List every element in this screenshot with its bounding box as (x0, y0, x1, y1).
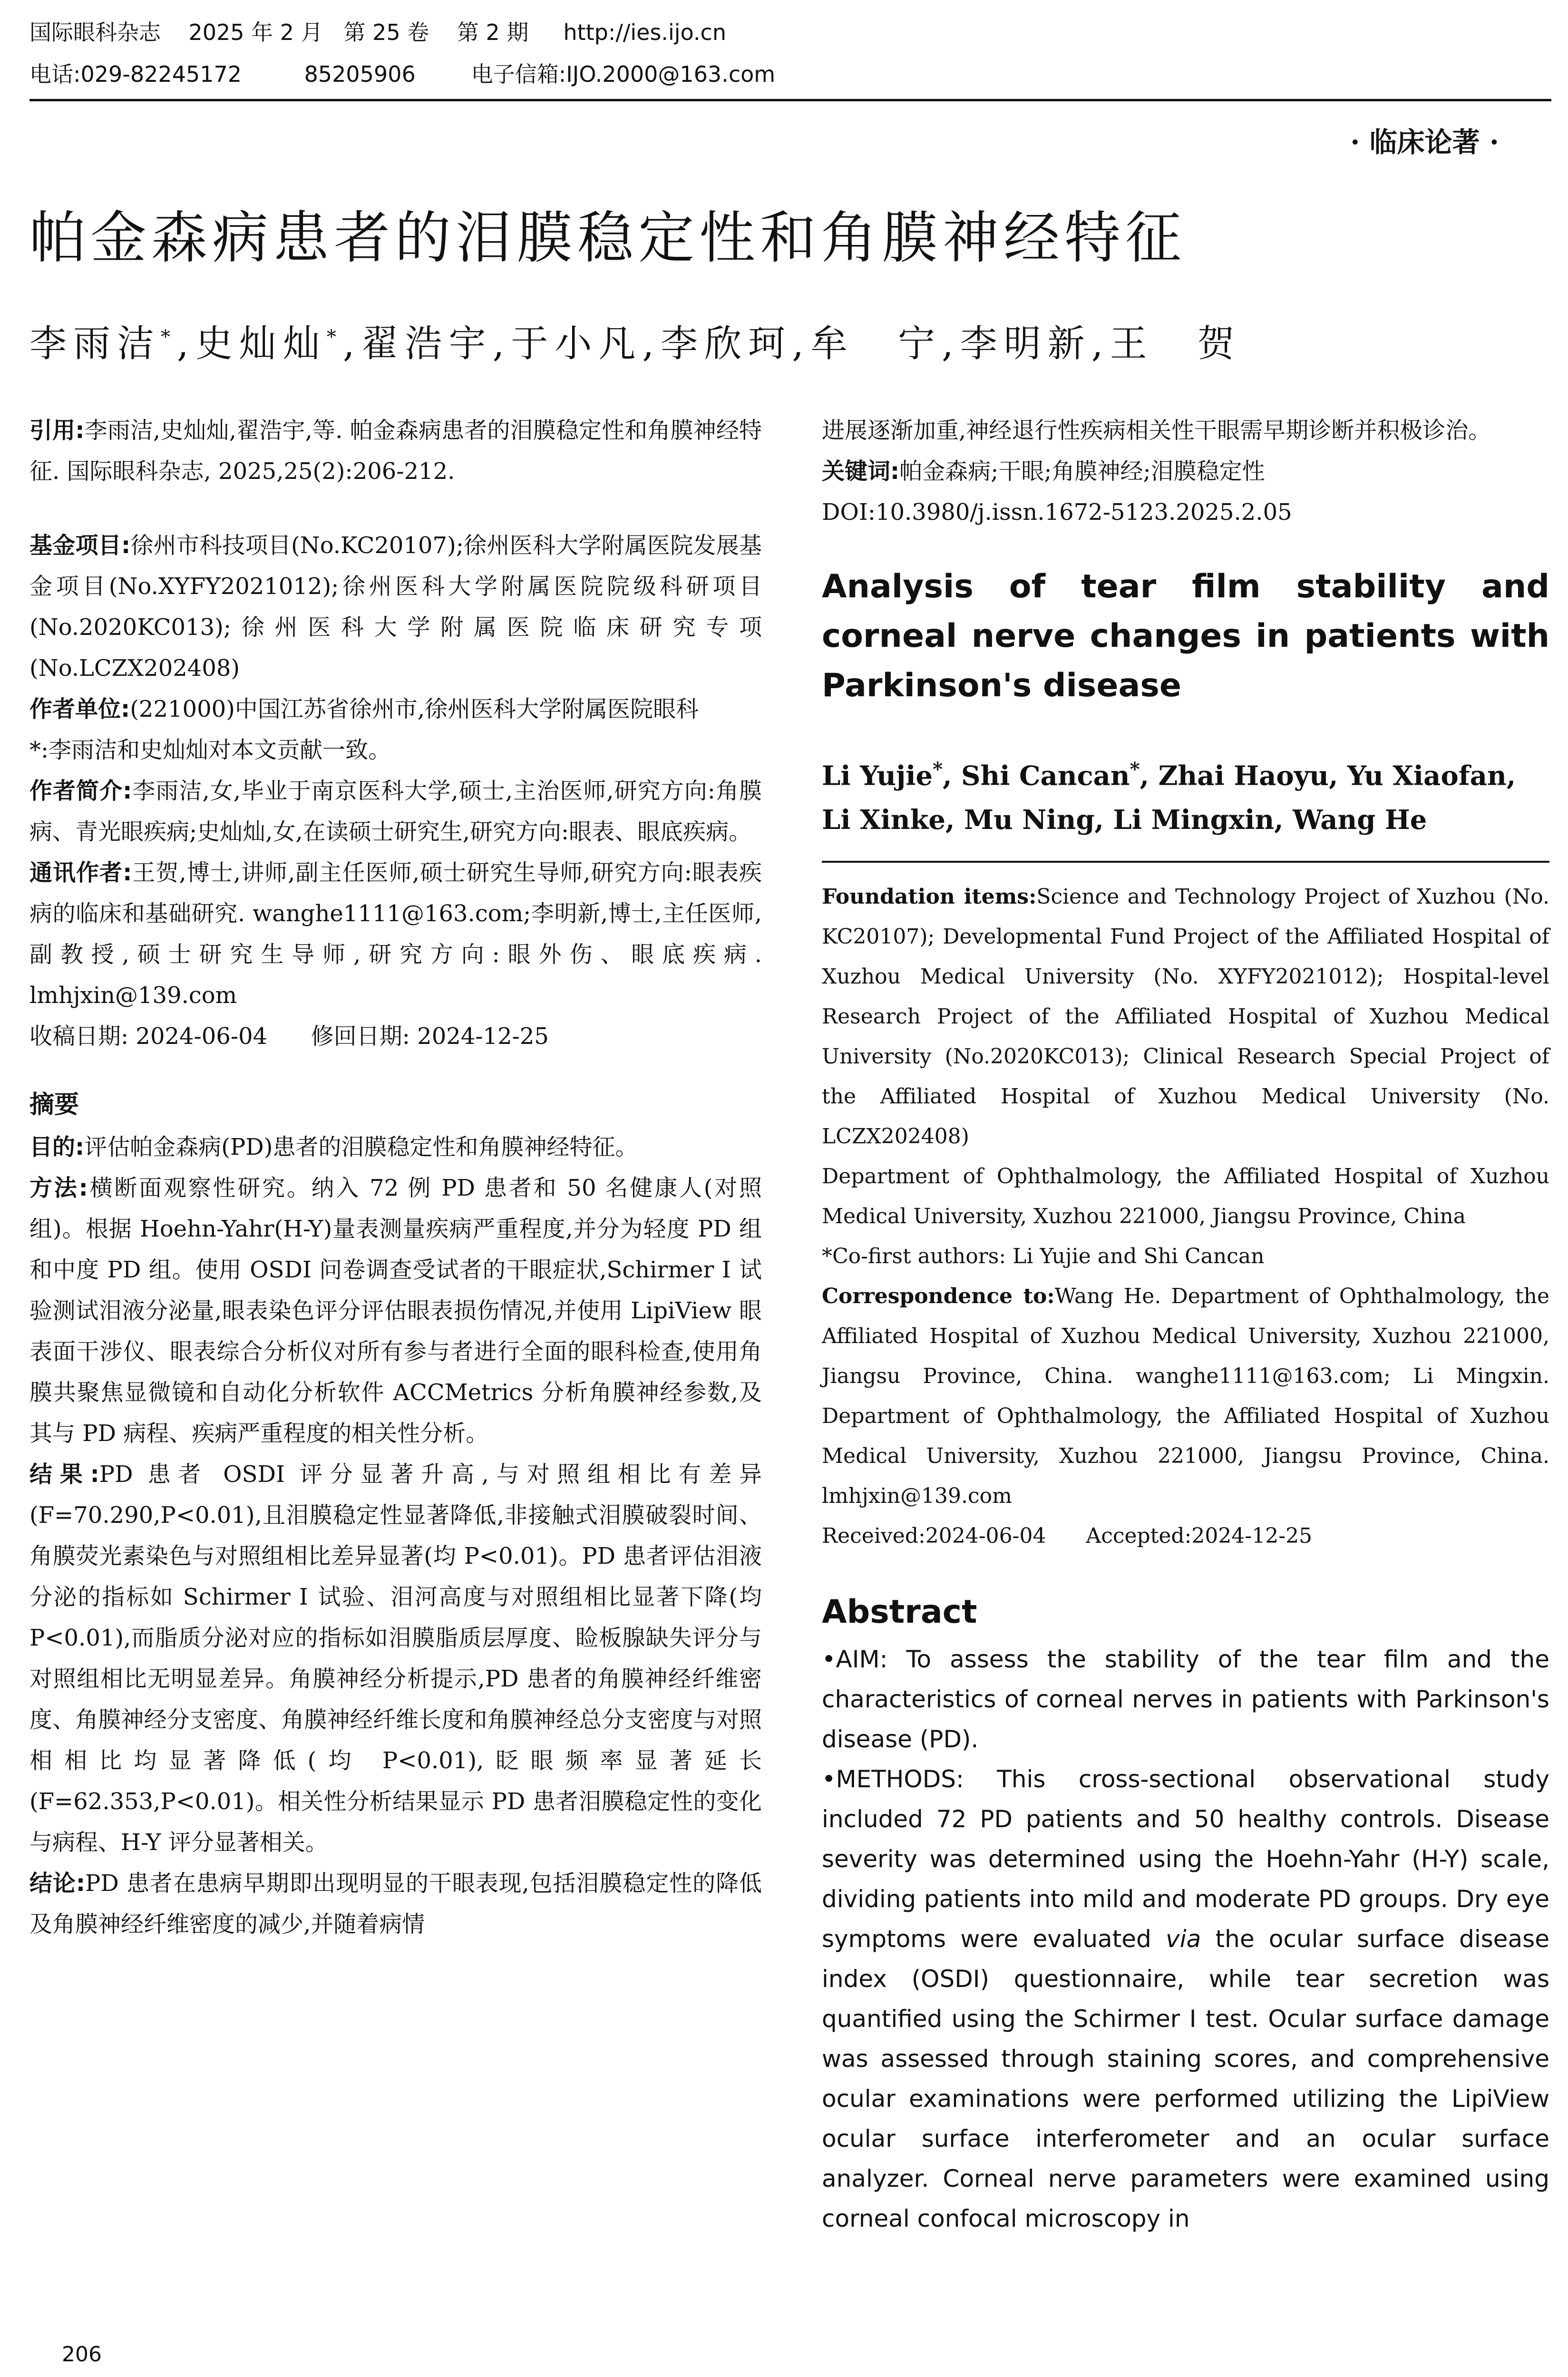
conclusion-continued: 进展逐渐加重,神经退行性疾病相关性干眼需早期诊断并积极诊治。 (822, 417, 1491, 444)
author-1: 李雨洁 (29, 322, 161, 365)
corresponding-author: 通讯作者:王贺,博士,讲师,副主任医师,硕士研究生导师,研究方向:眼表疾病的临床和基础研究. wanghe1111@163.com;李明新,博士,主任医师,副教授,硕士研究生导师,研究方向:眼外伤、眼底疾病. lmhjxin@139.com (29, 859, 762, 1009)
department-en: Department of Ophthalmology, the Affiliated Hospital of Xuzhou Medical University, Xuzhou 221000, Jiangsu Province, China (822, 1164, 1549, 1228)
cofirst-note-en: *Co-first authors: Li Yujie and Shi Cancan (822, 1244, 1265, 1268)
fund-items: 基金项目:徐州市科技项目(No.KC20107);徐州医科大学附属医院发展基金项目(No.XYFY2021012);徐州医科大学附属医院院级科研项目(No.2020KC013);徐州医科大学附属医院临床研究专项(No.LCZX202408) (29, 532, 762, 682)
keywords: 关键词:帕金森病;干眼;角膜神经;泪膜稳定性 (822, 458, 1265, 485)
abstract-heading-en: Abstract (822, 1593, 977, 1631)
journal-header-line1: 国际眼科杂志 2025 年 2 月 第 25 卷 第 2 期 http://ies.ijo.cn (29, 19, 726, 45)
section-label: · 临床论著 · (1350, 126, 1499, 158)
paper-title-zh: 帕金森病患者的泪膜稳定性和角膜神经特征 (29, 205, 1187, 271)
equal-contribution-note: *:李雨洁和史灿灿对本文贡献一致。 (29, 737, 391, 763)
paper-title-en: Analysis of tear film stability and corneal nerve changes in patients with Parkinson's disease (822, 568, 1549, 704)
abstract-aim-zh: 目的:评估帕金森病(PD)患者的泪膜稳定性和角膜神经特征。 (29, 1134, 638, 1160)
journal-header-line2: 电话:029-82245172 85205906 电子信箱:IJO.2000@163.com (29, 61, 776, 87)
author-1-sup: * (161, 326, 177, 348)
abstract-methods-en: •METHODS: This cross-sectional observational study included 72 PD patients and 50 healthy controls. Disease severity was determined using the Hoehn-Yahr (H-Y) scale, dividing patients into mild and moderate PD groups. Dry eye symptoms were evaluated via the ocular surface disease index (OSDI) questionnaire, while tear secretion was quantified using the Schirmer I test. Ocular surface damage was assessed through staining scores, and comprehensive ocular examinations were performed utilizing the LipiView ocular surface interferometer and an ocular surface analyzer. Corneal nerve parameters were examined using corneal confocal microscopy in (822, 1765, 1549, 2232)
author-2-sup: * (326, 326, 343, 348)
abstract-results-zh: 结果:PD 患者 OSDI 评分显著升高,与对照组相比有差异(F=70.290,P<0.01),且泪膜稳定性显著降低,非接触式泪膜破裂时间、角膜荧光素染色与对照组相比差异显著(均 P<0.01)。PD 患者评估泪液分泌的指标如 Schirmer Ⅰ 试验、泪河高度与对照组相比显著下降(均 P<0.01),而脂质分泌对应的指标如泪膜脂质层厚度、睑板腺缺失评分与对照组相比无明显差异。角膜神经分析提示,PD 患者的角膜神经纤维密度、角膜神经分支密度、角膜神经纤维长度和角膜神经总分支密度与对照相相比均显著降低(均 P<0.01),眨眼频率显著延长(F=62.353,P<0.01)。相关性分析结果显示 PD 患者泪膜稳定性的变化与病程、H-Y 评分显著相关。 (29, 1461, 762, 1856)
authors-zh: 李雨洁*,史灿灿*,翟浩宇,于小凡,李欣珂,牟 宁,李明新,王 贺 (29, 322, 1241, 365)
left-column (29, 410, 762, 1945)
header-rule (29, 99, 1551, 101)
abstract-conclusion-zh: 结论:PD 患者在患病早期即出现明显的干眼表现,包括泪膜稳定性的降低及角膜神经纤维密度的减少,并随着病情 (29, 1870, 762, 1938)
authors-rule (822, 861, 1549, 863)
doi: DOI:10.3980/j.issn.1672-5123.2025.2.05 (822, 499, 1292, 526)
received-en: Received:2024-06-04 Accepted:2024-12-25 (822, 1523, 1313, 1548)
abstract-methods-zh: 方法:横断面观察性研究。纳入 72 例 PD 患者和 50 名健康人(对照组)。根据 Hoehn-Yahr(H-Y)量表测量疾病严重程度,并分为轻度 PD 组和中度 PD 组。使用 OSDI 问卷调查受试者的干眼症状,Schirmer Ⅰ 试验测试泪液分泌量,眼表染色评分评估眼表损伤情况,并使用 LipiView 眼表面干涉仪、眼表综合分析仪对所有参与者进行全面的眼科检查,使用角膜共聚焦显微镜和自动化分析软件 ACCMetrics 分析角膜神经参数,及其与 PD 病程、疾病严重程度的相关性分析。 (29, 1175, 762, 1447)
right-column (822, 410, 1549, 2239)
citation: 引用:李雨洁,史灿灿,翟浩宇,等. 帕金森病患者的泪膜稳定性和角膜神经特征. 国际眼科杂志, 2025,25(2):206-212. (29, 417, 762, 485)
author-bio: 作者简介:李雨洁,女,毕业于南京医科大学,硕士,主治医师,研究方向:角膜病、青光眼疾病;史灿灿,女,在读硕士研究生,研究方向:眼表、眼底疾病。 (29, 778, 762, 845)
page-number: 206 (62, 2342, 102, 2367)
correspondence-en: Correspondence to:Wang He. Department of Ophthalmology, the Affiliated Hospital of Xuzhou Medical University, Xuzhou 221000, Jiangsu Province, China. wanghe1111@163.com; Li Mingxin. Department of Ophthalmology, the Affiliated Hospital of Xuzhou Medical University, Xuzhou 221000, Jiangsu Province, China. lmhjxin@139.com (822, 1284, 1549, 1508)
received-dates: 收稿日期: 2024-06-04 修回日期: 2024-12-25 (29, 1023, 549, 1050)
foundation-items-en: Foundation items:Science and Technology Project of Xuzhou (No. KC20107); Developmental Fund Project of the Affiliated Hospital of Xuzhou Medical University (No. XYFY2021012); Hospital-level Research Project of the Affiliated Hospital of Xuzhou Medical University (No.2020KC013); Clinical Research Special Project of the Affiliated Hospital of Xuzhou Medical University (No. LCZX202408) (822, 884, 1549, 1149)
authors-en: Li Yujie*, Shi Cancan*, Zhai Haoyu, Yu Xiaofan, Li Xinke, Mu Ning, Li Mingxin, Wang He (822, 758, 1516, 836)
abstract-heading-zh: 摘要 (29, 1091, 79, 1119)
authors-rest: ,翟浩宇,于小凡,李欣珂,牟 宁,李明新,王 贺 (342, 322, 1241, 365)
author-unit: 作者单位:(221000)中国江苏省徐州市,徐州医科大学附属医院眼科 (29, 696, 699, 722)
author-2: 史灿灿 (195, 322, 327, 365)
abstract-aim-en: •AIM: To assess the stability of the tear film and the characteristics of corneal nerves in patients with Parkinson's disease (PD). (822, 1645, 1549, 1753)
